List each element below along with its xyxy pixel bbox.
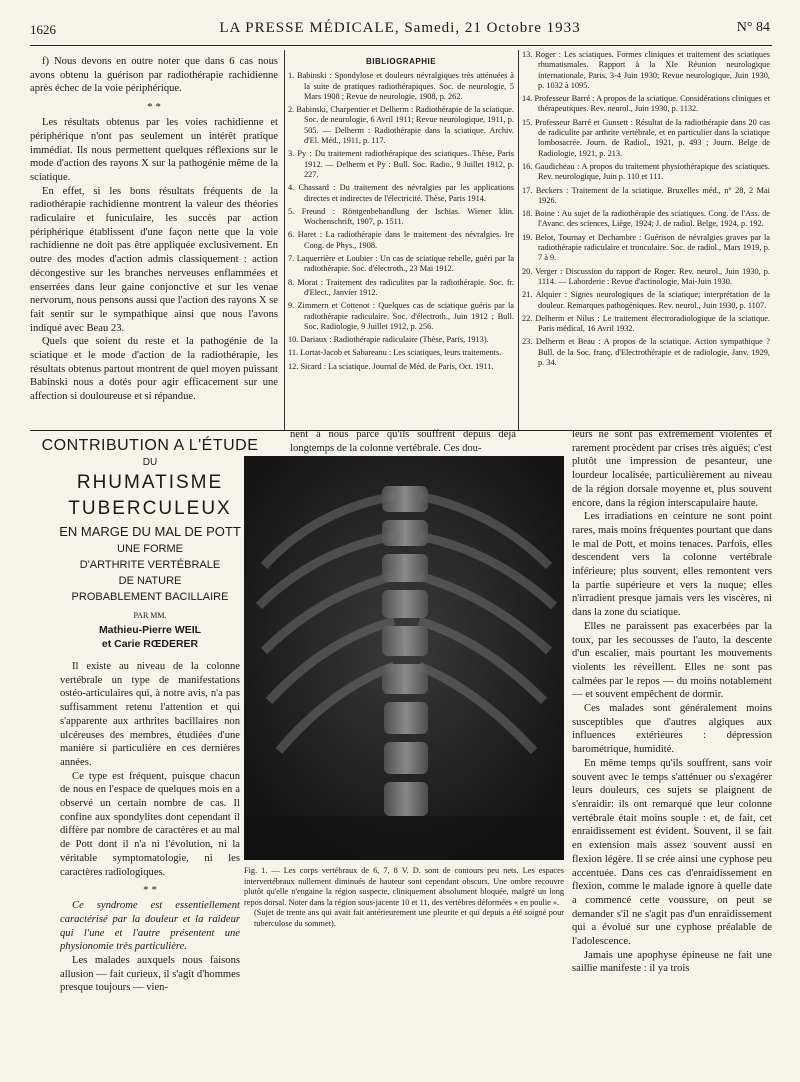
bib-entry: 16. Gaudicheau : A propos du traitement physiothérapique des sciatiques. Rev. neurologique, Juin p. 110 et 111. — [522, 161, 770, 182]
bib-entry: 2. Babinski, Charpentier et Delherm : Radiothérapie de la sciatique. Soc. de neurologie, 6 Avril 1911; Revue neurologique, 1911, p. 505. — Delherm : Radiothérapie dans la sciatique. Archiv. d'El. Méd., 1911, p. 117. — [288, 105, 514, 146]
bib-entry: 11. Lortat-Jacob et Sabareanu : Les sciatiques, leurs traitements. — [288, 348, 502, 358]
figure-caption — [244, 866, 564, 930]
page-number: 1626 — [30, 22, 56, 37]
article-subtitle-line: UNE FORME — [117, 543, 183, 555]
bib-entry: 3. Py : Du traitement radiothérapique des sciatiques. Thèse, Paris 1912. — Delherm et Py : Bull. Soc. Radio., 9 Juillet 1912, p. 227. — [288, 149, 514, 179]
paragraph: f) Nous devons en outre noter que dans 6 cas nous avons obtenu la guérison par radiothérapie rachidienne après échec de la voie périphérique. — [30, 56, 278, 95]
article-right-column — [572, 428, 772, 976]
paragraph: Ces malades sont généralement moins susceptibles que d'autres algiques aux influences extérieures : dépression barométrique, humidité. — [572, 703, 772, 756]
article-subtitle: EN MARGE DU MAL DE POTT — [59, 524, 241, 539]
article-title-line: DU — [142, 457, 158, 468]
author-name: et Carie RŒDERER — [101, 638, 199, 650]
article-subtitle-line: PROBABLEMENT BACILLAIRE — [71, 591, 229, 603]
paragraph: nent à nous parce qu'ils souffrent depuis déjà longtemps de la colonne vertébrale. Ces dou- — [290, 429, 516, 454]
bib-entry: 8. Morat : Traitement des radiculites par la radiothérapie. Soc. fr. d'Elect., Janvier 1912. — [288, 277, 514, 297]
author-name: Mathieu-Pierre WEIL — [98, 624, 202, 636]
bib-entry: 23. Delherm et Beau : A propos de la sciatique. Action sympathique ? Bull. de la Soc. franç. d'Electrothérapie et de radiologie, Janv. 1929, p. 34. — [522, 337, 770, 368]
paragraph: leurs ne sont pas extrêmement violentes et rarement procèdent par crises très aiguës; c'est plutôt une impression de pesanteur, une lourdeur localisée, particulièrement au niveau de la région dorsale moyenne et, plus souvent encore, dans la région interscapulaire haute. — [572, 429, 772, 509]
article-title-line: CONTRIBUTION A L'ÉTUDE — [41, 437, 259, 454]
bib-entry: 12. Sicard : La sciatique. Journal de Méd. de Paris, Oct. 1911. — [288, 361, 494, 371]
bib-entry: 9. Zimmern et Cottenot : Quelques cas de sciatique guéris par la radiothérapie radiculaire. Soc. d'électroth., Juin 1912 ; Bull. Soc. Radiologie, 9 Juillet 1912, p. 256. — [288, 301, 514, 331]
bib-entry: 22. Delherm et Nilus : Le traitement électroradiologique de la sciatique. Paris médical, 16 Avril 1932. — [522, 313, 770, 334]
byline-prefix: PAR MM. — [133, 611, 167, 620]
paragraph: En effet, si les bons résultats fréquents de la radiothérapie rachidienne montrent la valeur des théories radiculaire et funiculaire, les succès par action périphérique établissent d'une façon nette que la voie rachidienne ne doit pas être appliquée exclusivement. En outre des modes d'action admis classiquement : action décongestive sur les branches nerveuses enflammées et enserrées dans leur gaine conjonctive et sur les venae nervorum, nous pensons aussi que l'action des rayons X se fait sentir sur le sympathique ainsi que nous l'avons indiqué avec Beau 23. — [30, 185, 278, 334]
paragraph: Ce syndrome est essentiellement caractérisé par la douleur et la raideur qui l'une et l'autre présentent une physionomie très particulière. — [60, 900, 240, 953]
column-divider — [518, 50, 519, 430]
bib-entry: 15. Professeur Barré et Gunsett : Résultat de la radiothérapie dans 20 cas de radiculite par arthrite vertébrale, et en particulier dans la sciatique lombosacrée. Journ. de Radiol., 1921, p. 493 ; Journ. Belge de Radiologie, 1921, p. 213. — [522, 117, 770, 158]
bibliography-col-1 — [288, 57, 514, 375]
paragraph: Ce type est fréquent, puisque chacun de nous en l'espace de quelques mois en a observé un certain nombre de cas. Il confine aux spondylites dont cependant il diffère par nombre de caractères et au mal de Pott dont il n'a ni l'évolution, ni la véritable symptomatologie, ni les caractères radiologiques. — [60, 770, 240, 878]
bib-entry: 18. Boine : Au sujet de la radiothérapie des sciatiques. Cong. de l'Ass. de l'Avanc. des sciences, Liège, 1924; J. de radiol. Belge, 1924, p. 192. — [522, 209, 770, 229]
bib-entry: 19. Belot, Tournay et Dechambre : Guérison de névralgies graves par la radiothérapie radiculaire et tronculaire. Soc. de radiol., Mars 1919, p. 7 à 9. — [522, 232, 770, 263]
paragraph: Les malades auxquels nous faisons allusion — fait curieux, il s'agit d'hommes presque toujours — vien- — [60, 955, 240, 994]
section-stars: * * — [147, 101, 161, 114]
article-title-block — [30, 436, 270, 651]
bib-entry: 14. Professeur Barré : A propos de la sciatique. Considérations cliniques et thérapeutiques. Rev. neurol., Juin 1930, p. 1132. — [522, 94, 770, 114]
paragraph: Les irradiations en ceinture ne sont point rares, mais moins fréquentes pourtant que dans le mal de Pott, et moins tenaces. Parfois, elles descendent vers la colonne vertébrale inférieure; plus souvent, elles remontent vers la partie supérieure et vers la nuque; elles n'irradient presque jamais vers les viscères, ni dans la zone du sciatique. — [572, 511, 772, 619]
issue-number: N° 84 — [736, 20, 770, 35]
left-top-column — [30, 55, 278, 404]
page-header — [30, 18, 770, 42]
article-title-main: TUBERCULEUX — [68, 498, 232, 519]
journal-title: LA PRESSE MÉDICALE, Samedi, 21 Octobre 1933 — [219, 20, 581, 36]
header-rule — [30, 45, 772, 46]
paragraph: Il existe au niveau de la colonne vertébrale un type de manifestations ostéo-articulaires qui, à notre avis, n'a pas suffisamment retenu l'attention et qui s'apparente aux arthrites bacillaires non ulcéreuses des membres, étudiées d'une manière si particulière en ces dernières années. — [60, 661, 240, 768]
bib-entry: 4. Chassard : Du traitement des névralgies par les applications directes et indirectes de l'électricité. Thèse, Paris 1914. — [288, 183, 514, 203]
bib-entry: 20. Verger : Discussion du rapport de Roger. Rev. neurol., Juin 1930, p. 1114. — Laborderie : Revue d'actinologie, Mai-Juin 1930. — [522, 266, 770, 286]
column-divider — [284, 50, 285, 430]
article-middle-top — [290, 428, 516, 455]
section-stars: * * — [143, 884, 157, 897]
bibliography-col-2 — [522, 50, 770, 371]
paragraph: Quels que soient du reste et la pathogénie de la sciatique et le mode d'action de la radiothérapie, les résultats obtenus partout montrent de quel moyen puissant Babinski nous a dotés pour agir efficacement sur une affection si douloureuse et si répandue. — [30, 336, 278, 403]
bib-entry: 13. Roger : Les sciatiques. Formes cliniques et traitement des sciatiques rhumatismales. Rapport à la XIe Réunion neurologique internationale, Paris, 3-4 Juin 1930; Revue neurologique, Juin 1930, p. 1032 à 1095. — [522, 50, 770, 90]
bib-entry: 21. Alquier : Signes neurologiques de la sciatique; interprétation de la douleur. Remarques pathogéniques. Rev. neurol., Juin 1930, p. 1107. — [522, 290, 770, 310]
bib-entry: 17. Beckers : Traitement de la sciatique. Bruxelles méd., n° 28, 2 Mai 1926. — [522, 185, 770, 205]
bib-entry: 1. Babinski : Spondylose et douleurs névralgiques très atténuées à la suite de pratiques radiothérapiques. Soc. de neurologie, 5 Mars 1908 ; Revue de neurologie, 1908, p. 262. — [288, 71, 514, 101]
article-left-column — [60, 660, 240, 995]
article-title-main: RHUMATISME — [76, 472, 224, 493]
bib-entry: 6. Haret : La radiothérapie dans le traitement des névralgies. Ire Cong. de Phys., 1908. — [288, 230, 514, 250]
paragraph: Jamais une apophyse épineuse ne fait une saillie manifeste : il ya trois — [572, 949, 772, 975]
bib-entry: 10. Dariaux : Radiothérapie radiculaire (Thèse, Paris, 1913). — [288, 335, 489, 345]
bib-entry: 7. Laquerrière et Loubier : Un cas de sciatique rebelle, guéri par la radiothérapie. Soc. d'électroth., 23 Mai 1912. — [288, 254, 514, 274]
paragraph: En même temps qu'ils souffrent, sans voir souvent avec le temps s'atténuer ou s'exagérer leurs douleurs, ces sujets se plaignent de s'enraidir: ils ont remarqué que leur colonne vertébrale était moins souple : et, de fait, cet enraidissement est évident. Souvent, il se fait en extension mais assez souvent aussi en flexion légère. Il se crée ainsi une cyphose peu accentuée. Dans ces cas d'enraidissement en flexion, comme le malade ignore à quelle date a commencé cette voussure, on peut se demander s'il ne s'agit pas d'un enraidissement qui a évolué sur une cyphose préalable de l'adolescence. — [572, 757, 772, 948]
figure-caption-note: (Sujet de trente ans qui avait fait antérieurement une pleurite et qui depuis a été soigné pour tuberculose du sommet). — [254, 908, 564, 928]
paragraph: Les résultats obtenus par les voies rachidienne et périphérique n'ont pas seulement un intérêt pratique immédiat. Ils nous permettent quelques réflexions sur le mode d'action des rayons X sur la pathogénie même de la sciatique. — [30, 117, 278, 183]
bibliography-heading: BIBLIOGRAPHIE — [365, 57, 437, 66]
paragraph: Elles ne paraissent pas exacerbées par la toux, par les secousses de l'auto, la descente d'un escalier, mais pourtant les mouvements violents les réveillent. Elles ne sont pas calmées par le repos — du moins notablement — et souvent empêchent de dormir. — [572, 620, 772, 701]
xray-image — [244, 456, 564, 860]
article-subtitle-line: D'ARTHRITE VERTÉBRALE — [79, 559, 221, 571]
bib-entry: 5. Freund : Röntgenbehandlung der Ischias. Wiener klin. Wochenschrift, 1907, p. 1511. — [288, 206, 514, 227]
figure-caption-text: Fig. 1. — Les corps vertébraux de 6, 7, 8 V. D. sont de contours peu nets. Les espaces intervertébraux nullement diminués de hauteur sont cependant obscurs. Une ombre recouvre plutôt qu'elle n'engaine la région suspecte, cliniquement absolument bloquée, malgré un long repos dorsal. Noter dans la région sous-jacente 10 et 11, des vertèbres déformées « en poulie ». — [244, 866, 564, 907]
article-subtitle-line: DE NATURE — [118, 575, 182, 587]
